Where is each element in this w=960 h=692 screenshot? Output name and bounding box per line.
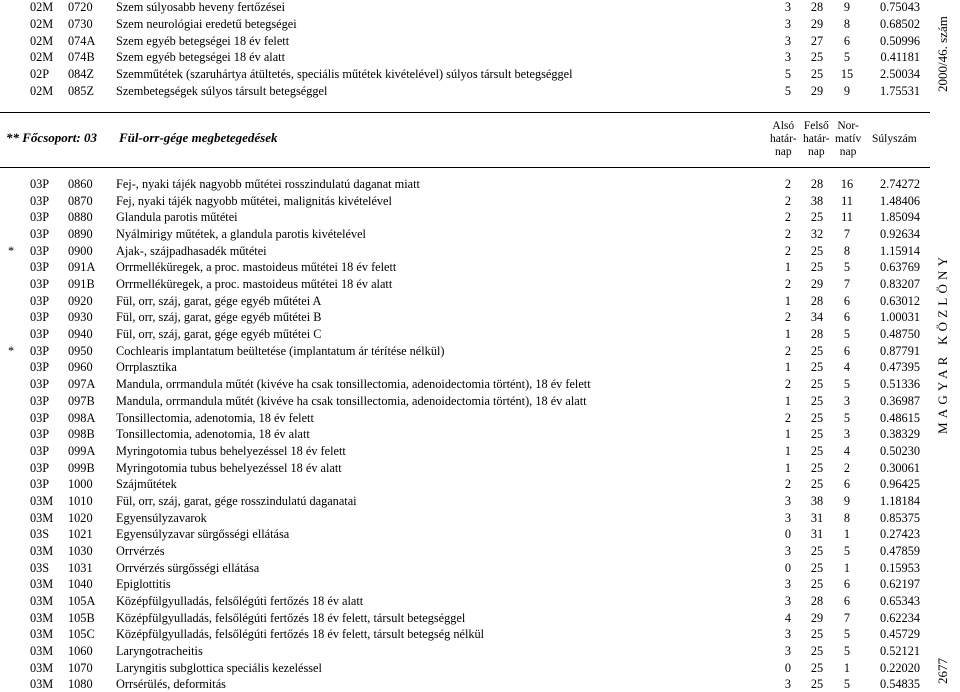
row-name: Myringotomia tubus behelyezéssel 18 év felett	[116, 443, 346, 458]
row-weight: 1.85094	[880, 210, 920, 225]
row-normative-day: 4	[843, 360, 851, 375]
row-name: Glandula parotis műtétei	[116, 210, 238, 225]
row-name: Szembetegségek súlyos társult betegséggel	[116, 83, 328, 98]
row-group: 03P	[30, 277, 50, 292]
row-code: 097B	[68, 393, 95, 408]
col-header-lower-day: Alsó határ- nap	[770, 120, 797, 158]
row-lower-day: 2	[784, 227, 792, 242]
row-normative-day: 6	[843, 577, 851, 592]
row-group: 02M	[30, 33, 54, 48]
row-weight: 1.75531	[880, 83, 920, 98]
row-weight: 0.68502	[880, 16, 920, 31]
row-normative-day: 7	[843, 277, 851, 292]
row-group: 03P	[30, 260, 50, 275]
row-group: 03P	[30, 177, 50, 191]
row-name: Fül, orr, száj, garat, gége egyéb műtétei A	[116, 293, 322, 308]
row-group: 03P	[30, 427, 50, 442]
row-name: Fej, nyaki tájék nagyobb műtétei, malignitás kivételével	[116, 193, 392, 208]
row-lower-day: 1	[784, 293, 792, 308]
row-name: Szem egyéb betegségei 18 év alatt	[116, 50, 286, 65]
row-group: 03P	[30, 243, 50, 258]
row-name: Szem egyéb betegségei 18 év felett	[116, 33, 290, 48]
row-lower-day: 0	[784, 527, 792, 542]
row-name: Tonsillectomia, adenotomia, 18 év felett	[116, 410, 314, 425]
row-name: Szájműtétek	[116, 477, 177, 492]
row-code: 0880	[68, 210, 93, 225]
row-group: 03P	[30, 377, 50, 392]
row-upper-day: 25	[810, 243, 824, 258]
row-weight: 0.85375	[880, 510, 920, 525]
row-code: 1021	[68, 527, 93, 542]
row-code: 0870	[68, 193, 93, 208]
row-normative-day: 5	[843, 627, 851, 642]
row-lower-day: 3	[784, 0, 792, 14]
row-upper-day: 25	[810, 360, 824, 375]
row-upper-day: 25	[810, 343, 824, 358]
row-code: 0730	[68, 16, 93, 31]
row-weight: 0.65343	[880, 594, 920, 608]
row-name: Laryngotracheitis	[116, 644, 203, 659]
row-group: 03M	[30, 677, 54, 692]
row-normative-day: 6	[843, 33, 851, 48]
row-code: 097A	[68, 377, 96, 392]
row-weight: 0.92634	[880, 227, 920, 242]
row-lower-day: 2	[784, 210, 792, 225]
row-normative-day: 8	[843, 510, 851, 525]
star-marker: *	[8, 343, 15, 358]
row-upper-day: 38	[810, 193, 824, 208]
row-code: 074B	[68, 50, 95, 65]
row-lower-day: 2	[784, 310, 792, 325]
row-normative-day: 5	[843, 260, 851, 275]
row-group: 03M	[30, 493, 54, 508]
row-code: 1040	[68, 577, 93, 592]
row-group: 02M	[30, 50, 54, 65]
row-name: Szem súlyosabb heveny fertőzései	[116, 0, 286, 14]
row-code: 098B	[68, 427, 95, 442]
row-upper-day: 25	[810, 50, 824, 65]
row-weight: 0.38329	[880, 427, 920, 442]
row-normative-day: 1	[843, 527, 851, 542]
row-normative-day: 6	[843, 310, 851, 325]
row-lower-day: 3	[784, 510, 792, 525]
row-normative-day: 6	[843, 343, 851, 358]
row-normative-day: 4	[843, 443, 851, 458]
row-code: 0930	[68, 310, 93, 325]
row-name: Szem neurológiai eredetű betegségei	[116, 16, 297, 31]
row-weight: 0.63012	[880, 293, 920, 308]
row-upper-day: 32	[810, 227, 824, 242]
row-name: Laryngitis subglottica speciális kezeléssel	[116, 660, 322, 675]
row-upper-day: 25	[810, 260, 824, 275]
row-normative-day: 7	[843, 227, 851, 242]
row-group: 03P	[30, 193, 50, 208]
row-lower-day: 2	[784, 343, 792, 358]
journal-name: MAGYAR KÖZLÖNY	[935, 252, 950, 434]
row-upper-day: 31	[810, 510, 824, 525]
row-upper-day: 25	[810, 460, 824, 475]
row-normative-day: 5	[843, 377, 851, 392]
row-weight: 0.75043	[880, 0, 920, 14]
row-lower-day: 1	[784, 460, 792, 475]
row-weight: 0.22020	[880, 660, 920, 675]
row-weight: 0.54835	[880, 677, 920, 692]
row-code: 0900	[68, 243, 93, 258]
row-weight: 0.50230	[880, 443, 920, 458]
row-name: Orrvérzés sürgősségi ellátása	[116, 560, 260, 575]
row-group: 03M	[30, 594, 54, 608]
row-weight: 0.41181	[880, 50, 920, 65]
row-lower-day: 2	[784, 410, 792, 425]
row-lower-day: 3	[784, 644, 792, 659]
row-weight: 0.48750	[880, 327, 920, 342]
row-lower-day: 1	[784, 360, 792, 375]
row-group: 02P	[30, 67, 50, 81]
row-code: 084Z	[68, 67, 94, 81]
row-name: Orrvérzés	[116, 543, 165, 558]
row-lower-day: 3	[784, 33, 792, 48]
row-lower-day: 1	[784, 260, 792, 275]
row-lower-day: 1	[784, 427, 792, 442]
row-weight: 0.27423	[880, 527, 920, 542]
row-lower-day: 5	[784, 67, 792, 81]
row-group: 03M	[30, 543, 54, 558]
row-group: 03M	[30, 577, 54, 592]
row-code: 0940	[68, 327, 93, 342]
row-code: 1020	[68, 510, 93, 525]
row-weight: 0.50996	[880, 33, 920, 48]
row-upper-day: 29	[810, 277, 824, 292]
row-lower-day: 5	[784, 83, 792, 98]
row-weight: 1.18184	[880, 493, 920, 508]
row-normative-day: 11	[841, 210, 853, 225]
row-name: Fül, orr, száj, garat, gége rosszindulatú daganatai	[116, 493, 357, 508]
row-name: Középfülgyulladás, felsőlégúti fertőzés 18 év felett, társult betegséggel	[116, 610, 466, 625]
page-number: 2677	[935, 658, 950, 684]
row-code: 1080	[68, 677, 93, 692]
row-upper-day: 25	[810, 627, 824, 642]
row-name: Orrmelléküregek, a proc. mastoideus műtétei 18 év felett	[116, 260, 397, 275]
row-group: 03M	[30, 510, 54, 525]
row-upper-day: 34	[810, 310, 824, 325]
row-group: 03M	[30, 644, 54, 659]
row-name: Egyensúlyzavar sürgősségi ellátása	[116, 527, 290, 542]
row-weight: 0.62234	[880, 610, 920, 625]
row-upper-day: 29	[810, 610, 824, 625]
row-normative-day: 16	[840, 177, 854, 191]
row-lower-day: 2	[784, 377, 792, 392]
row-group: 03S	[30, 560, 50, 575]
row-lower-day: 2	[784, 477, 792, 492]
row-code: 0950	[68, 343, 93, 358]
row-weight: 1.48406	[880, 193, 920, 208]
row-weight: 1.15914	[880, 243, 920, 258]
row-lower-day: 3	[784, 627, 792, 642]
row-upper-day: 25	[810, 543, 824, 558]
row-weight: 2.74272	[880, 177, 920, 191]
row-normative-day: 6	[843, 293, 851, 308]
row-normative-day: 3	[843, 393, 851, 408]
header-top-rule	[0, 112, 930, 113]
row-code: 1000	[68, 477, 93, 492]
row-name: Középfülgyulladás, felsőlégúti fertőzés 18 év felett, társult betegség nélkül	[116, 627, 485, 642]
row-normative-day: 11	[841, 193, 853, 208]
row-normative-day: 5	[843, 644, 851, 659]
row-normative-day: 8	[843, 243, 851, 258]
row-group: 03P	[30, 360, 50, 375]
row-code: 0960	[68, 360, 93, 375]
row-lower-day: 1	[784, 443, 792, 458]
row-upper-day: 29	[810, 83, 824, 98]
row-lower-day: 3	[784, 577, 792, 592]
row-upper-day: 25	[810, 393, 824, 408]
row-normative-day: 6	[843, 477, 851, 492]
row-name: Ajak-, szájpadhasadék műtétei	[116, 243, 267, 258]
row-weight: 0.15953	[880, 560, 920, 575]
row-group: 03P	[30, 327, 50, 342]
row-lower-day: 0	[784, 660, 792, 675]
group-header-prefix: ** Főcsoport: 03	[6, 130, 97, 145]
row-code: 0720	[68, 0, 93, 14]
row-weight: 1.00031	[880, 310, 920, 325]
row-code: 091B	[68, 277, 95, 292]
row-upper-day: 25	[810, 477, 824, 492]
row-name: Középfülgyulladás, felsőlégúti fertőzés 18 év alatt	[116, 594, 364, 608]
row-name: Orrsérülés, deformitás	[116, 677, 226, 692]
row-normative-day: 7	[843, 610, 851, 625]
row-group: 03P	[30, 443, 50, 458]
row-upper-day: 31	[810, 527, 824, 542]
row-normative-day: 8	[843, 16, 851, 31]
row-group: 03P	[30, 477, 50, 492]
row-name: Mandula, orrmandula műtét (kivéve ha csak tonsillectomia, adenoidectomia történt), 18 év alatt	[116, 393, 587, 408]
row-name: Cochlearis implantatum beültetése (implantatum ár térítése nélkül)	[116, 343, 445, 358]
row-weight: 0.47395	[880, 360, 920, 375]
row-weight: 0.62197	[880, 577, 920, 592]
row-code: 1031	[68, 560, 93, 575]
row-group: 02M	[30, 16, 54, 31]
col-header-weight: Súlyszám	[872, 133, 917, 145]
row-name: Egyensúlyzavarok	[116, 510, 207, 525]
row-upper-day: 25	[810, 560, 824, 575]
row-normative-day: 5	[843, 543, 851, 558]
header-bottom-rule	[0, 167, 930, 168]
row-normative-day: 15	[840, 67, 854, 81]
row-code: 091A	[68, 260, 96, 275]
row-lower-day: 2	[784, 193, 792, 208]
row-name: Myringotomia tubus behelyezéssel 18 év alatt	[116, 460, 342, 475]
row-group: 03P	[30, 210, 50, 225]
row-code: 099A	[68, 443, 96, 458]
row-lower-day: 2	[784, 177, 792, 191]
row-group: 02M	[30, 83, 54, 98]
row-normative-day: 6	[843, 594, 851, 608]
row-group: 03P	[30, 310, 50, 325]
row-upper-day: 25	[810, 644, 824, 659]
row-group: 03P	[30, 460, 50, 475]
row-code: 1030	[68, 543, 93, 558]
row-normative-day: 1	[843, 660, 851, 675]
row-lower-day: 3	[784, 594, 792, 608]
row-name: Orrplasztika	[116, 360, 177, 375]
star-marker: *	[8, 243, 15, 258]
row-normative-day: 2	[843, 460, 851, 475]
row-upper-day: 38	[810, 493, 824, 508]
row-weight: 0.52121	[880, 644, 920, 659]
row-upper-day: 29	[810, 16, 824, 31]
row-upper-day: 28	[810, 177, 824, 191]
row-code: 105C	[68, 627, 95, 642]
row-lower-day: 3	[784, 50, 792, 65]
row-normative-day: 9	[843, 83, 851, 98]
row-code: 098A	[68, 410, 96, 425]
row-upper-day: 25	[810, 677, 824, 692]
row-lower-day: 2	[784, 243, 792, 258]
row-normative-day: 9	[843, 0, 851, 14]
row-group: 03M	[30, 660, 54, 675]
row-normative-day: 5	[843, 50, 851, 65]
row-name: Tonsillectomia, adenotomia, 18 év alatt	[116, 427, 310, 442]
row-weight: 0.47859	[880, 543, 920, 558]
row-lower-day: 2	[784, 277, 792, 292]
row-normative-day: 5	[843, 410, 851, 425]
row-code: 099B	[68, 460, 95, 475]
row-code: 085Z	[68, 83, 94, 98]
row-name: Fej-, nyaki tájék nagyobb műtétei rosszindulatú daganat miatt	[116, 177, 420, 191]
row-upper-day: 25	[810, 377, 824, 392]
row-normative-day: 9	[843, 493, 851, 508]
row-group: 03M	[30, 627, 54, 642]
row-upper-day: 25	[810, 410, 824, 425]
row-code: 1070	[68, 660, 93, 675]
row-code: 0860	[68, 177, 93, 191]
row-normative-day: 3	[843, 427, 851, 442]
row-upper-day: 28	[810, 0, 824, 14]
row-upper-day: 25	[810, 660, 824, 675]
row-group: 03P	[30, 393, 50, 408]
row-group: 03P	[30, 343, 50, 358]
row-lower-day: 3	[784, 16, 792, 31]
row-lower-day: 0	[784, 560, 792, 575]
row-upper-day: 25	[810, 67, 824, 81]
row-upper-day: 28	[810, 327, 824, 342]
group-header-title: Fül-orr-gége megbetegedések	[119, 130, 278, 145]
issue-number: 2000/46. szám	[935, 16, 950, 92]
row-upper-day: 28	[810, 293, 824, 308]
row-name: Epiglottitis	[116, 577, 171, 592]
row-name: Szemműtétek (szaruhártya átültetés, speciális műtétek kivételével) súlyos társult betegséggel	[116, 67, 573, 81]
row-weight: 0.87791	[880, 343, 920, 358]
row-upper-day: 25	[810, 210, 824, 225]
row-group: 03M	[30, 610, 54, 625]
row-upper-day: 25	[810, 577, 824, 592]
row-weight: 0.30061	[880, 460, 920, 475]
row-lower-day: 4	[784, 610, 792, 625]
row-upper-day: 27	[810, 33, 824, 48]
row-weight: 0.96425	[880, 477, 920, 492]
row-weight: 0.63769	[880, 260, 920, 275]
row-code: 0890	[68, 227, 93, 242]
row-name: Nyálmirigy műtétek, a glandula parotis kivételével	[116, 227, 366, 242]
row-upper-day: 28	[810, 594, 824, 608]
row-lower-day: 3	[784, 677, 792, 692]
row-code: 1060	[68, 644, 93, 659]
row-name: Orrmelléküregek, a proc. mastoideus műtétei 18 év alatt	[116, 277, 393, 292]
row-code: 105B	[68, 610, 95, 625]
row-group: 03P	[30, 293, 50, 308]
col-header-normative-day: Nor- matív nap	[835, 120, 862, 158]
row-upper-day: 25	[810, 443, 824, 458]
row-code: 074A	[68, 33, 96, 48]
row-normative-day: 5	[843, 677, 851, 692]
row-weight: 0.83207	[880, 277, 920, 292]
row-group: 03P	[30, 410, 50, 425]
row-weight: 0.45729	[880, 627, 920, 642]
row-lower-day: 1	[784, 327, 792, 342]
row-weight: 0.48615	[880, 410, 920, 425]
row-name: Fül, orr, száj, garat, gége egyéb műtétei B	[116, 310, 322, 325]
row-lower-day: 3	[784, 493, 792, 508]
row-weight: 0.36987	[880, 393, 920, 408]
row-lower-day: 3	[784, 543, 792, 558]
row-code: 1010	[68, 493, 93, 508]
row-code: 0920	[68, 293, 93, 308]
row-lower-day: 1	[784, 393, 792, 408]
row-weight: 0.51336	[880, 377, 920, 392]
row-group: 03S	[30, 527, 50, 542]
row-group: 03P	[30, 227, 50, 242]
col-header-upper-day: Felső határ- nap	[803, 120, 830, 158]
row-upper-day: 25	[810, 427, 824, 442]
row-code: 105A	[68, 594, 96, 608]
row-name: Mandula, orrmandula műtét (kivéve ha csak tonsillectomia, adenoidectomia történt), 18 év felett	[116, 377, 591, 392]
row-name: Fül, orr, száj, garat, gége egyéb műtétei C	[116, 327, 322, 342]
row-normative-day: 1	[843, 560, 851, 575]
row-weight: 2.50034	[880, 67, 920, 81]
row-group: 02M	[30, 0, 54, 14]
row-normative-day: 5	[843, 327, 851, 342]
